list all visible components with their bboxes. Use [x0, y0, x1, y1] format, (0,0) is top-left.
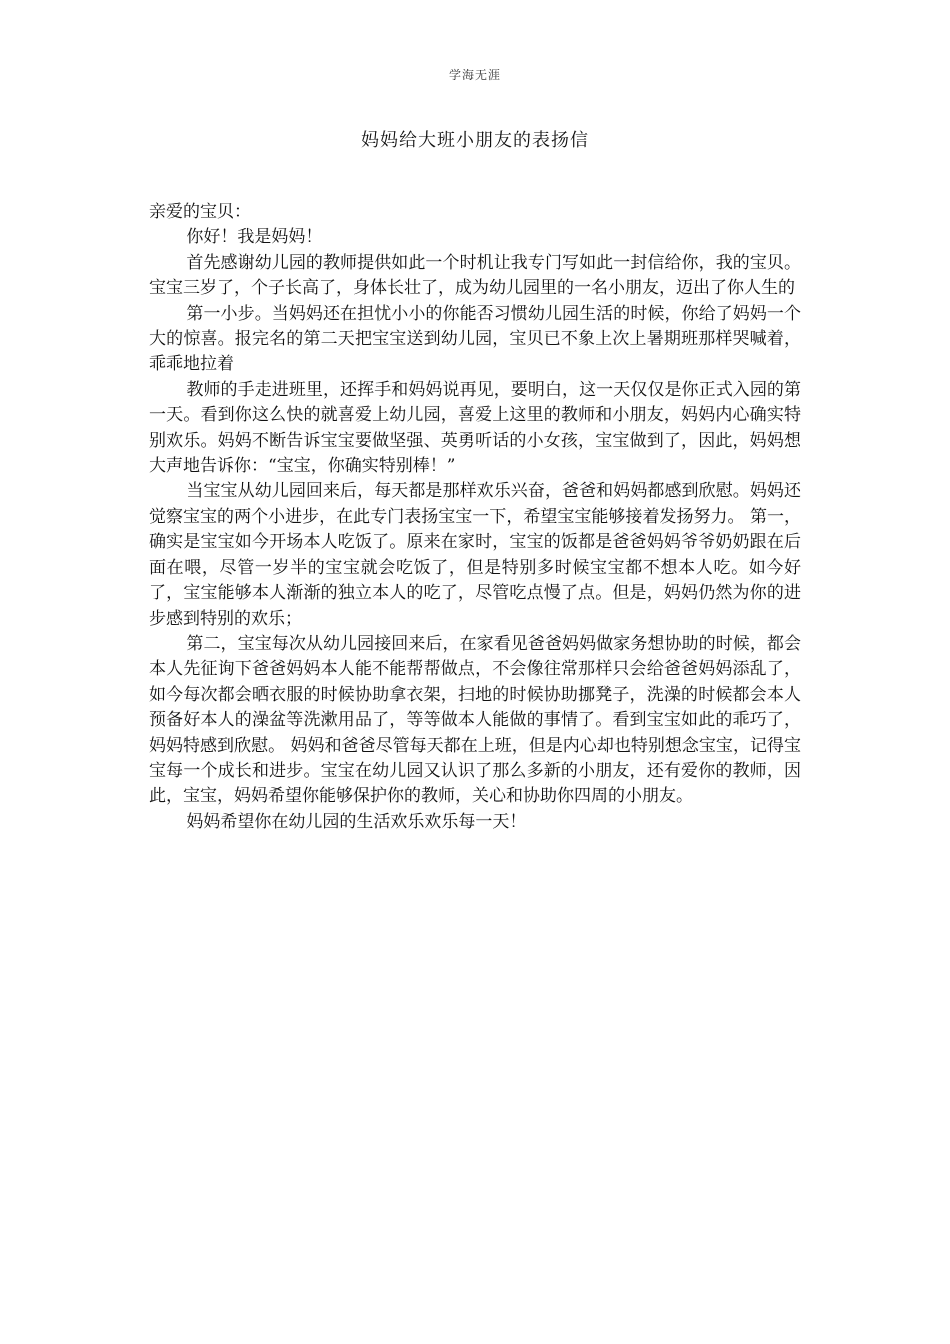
page-header: 学海无涯 [448, 68, 501, 82]
letter-body [149, 200, 801, 835]
paragraph-closing: 妈妈希望你在幼儿园的生活欢乐欢乐每一天！ [186, 811, 527, 832]
paragraph-progress-one: 当宝宝从幼儿园回来后，每天都是那样欢乐兴奋，爸爸和妈妈都感到欣慰。妈妈还觉察宝宝的两个小进步，在此专门表扬宝宝一下，希望宝宝能够接着发扬努力。 第一，确实是宝宝如今开场本人吃饭了。原来在家时，宝宝的饭都是爸爸妈妈爷爷奶奶跟在后面在喂，尽管一岁半的宝宝就会吃饭了，但是特别多时候宝宝都不想本人吃。如今好了，宝宝能够本人渐渐的独立本人的吃了，尽管吃点慢了点。但是，妈妈仍然为你的进步感到特别的欢乐； [149, 481, 801, 629]
paragraph-progress-two: 第二，宝宝每次从幼儿园接回来后，在家看见爸爸妈妈做家务想协助的时候，都会本人先征询下爸爸妈妈本人能不能帮帮做点，不会像往常那样只会给爸爸妈妈添乱了，如今每次都会晒衣服的时候协助拿衣架，扫地的时候协助挪凳子，洗澡的时候都会本人预备好本人的澡盆等洗漱用品了，等等做本人能做的事情了。看到宝宝如此的乖巧了，妈妈特感到欣慰。 妈妈和爸爸尽管每天都在上班，但是内心却也特别想念宝宝，记得宝宝每一个成长和进步。宝宝在幼儿园又认识了那么多新的小朋友，还有爱你的教师，因此，宝宝，妈妈希望你能够保护你的教师，关心和协助你四周的小朋友。 [149, 633, 801, 807]
paragraph-thanks: 首先感谢幼儿园的教师提供如此一个时机让我专门写如此一封信给你，我的宝贝。 宝宝三岁了，个子长高了，身体长壮了，成为幼儿园里的一名小朋友，迈出了你人生的 [149, 252, 801, 299]
letter-salutation: 亲爱的宝贝： [149, 202, 251, 222]
paragraph-first-day: 教师的手走进班里，还挥手和妈妈说再见，要明白，这一天仅仅是你正式入园的第一天。看到你这么快的就喜爱上幼儿园，喜爱上这里的教师和小朋友，妈妈内心确实特别欢乐。妈妈不断告诉宝宝要做坚强、英勇听话的小女孩，宝宝做到了，因此，妈妈想大声地告诉你：“宝宝，你确实特别棒！” [149, 379, 801, 477]
paragraph-greeting: 你好！我是妈妈！ [186, 227, 323, 248]
letter-title: 妈妈给大班小朋友的表扬信 [361, 130, 589, 151]
paragraph-first-step: 第一小步。当妈妈还在担忧小小的你能否习惯幼儿园生活的时候，你给了妈妈一个大的惊喜。报完名的第二天把宝宝送到幼儿园，宝贝已不象上次上暑期班那样哭喊着，乖乖地拉着 [149, 303, 801, 375]
